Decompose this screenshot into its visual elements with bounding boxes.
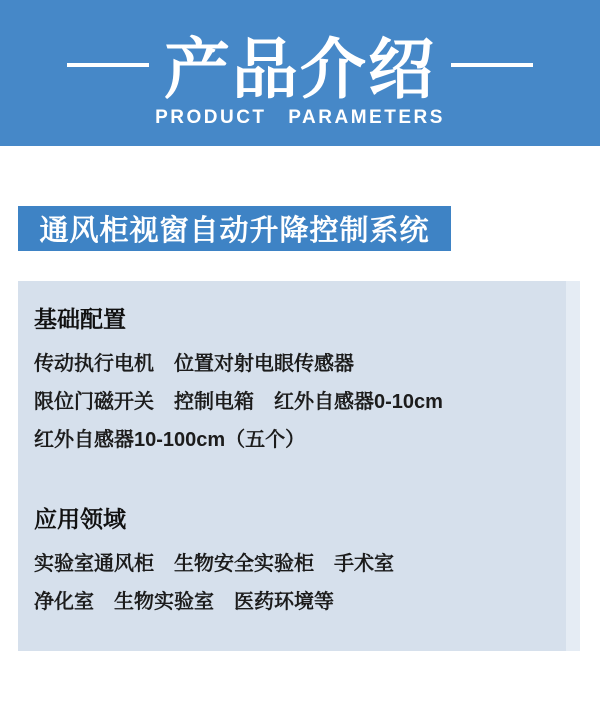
section-title-bar — [18, 206, 451, 251]
group-heading-basic-config: 基础配置 — [34, 306, 126, 332]
banner-title: 产品介绍 — [164, 32, 436, 106]
group-heading-applications: 应用领域 — [34, 506, 126, 532]
section-title-label: 通风柜视窗自动升降控制系统 — [39, 215, 430, 247]
spec-line: 限位门磁开关 控制电箱 红外自感器0-10cm — [34, 391, 443, 413]
content-panel — [18, 281, 580, 651]
spec-line: 红外自感器10-100cm（五个） — [34, 429, 306, 451]
spec-line: 实验室通风柜 生物安全实验柜 手术室 — [34, 553, 394, 575]
title-dash-right — [451, 63, 533, 67]
spec-group-applications — [34, 505, 570, 621]
banner — [0, 0, 600, 146]
banner-title-row — [0, 0, 600, 104]
spec-line: 传动执行电机 位置对射电眼传感器 — [34, 353, 354, 375]
spec-group-basic-config — [34, 305, 570, 459]
banner-subtitle: PRODUCT PARAMETERS — [155, 107, 445, 128]
spec-line: 净化室 生物实验室 医药环境等 — [34, 591, 334, 613]
title-dash-left — [67, 63, 149, 67]
